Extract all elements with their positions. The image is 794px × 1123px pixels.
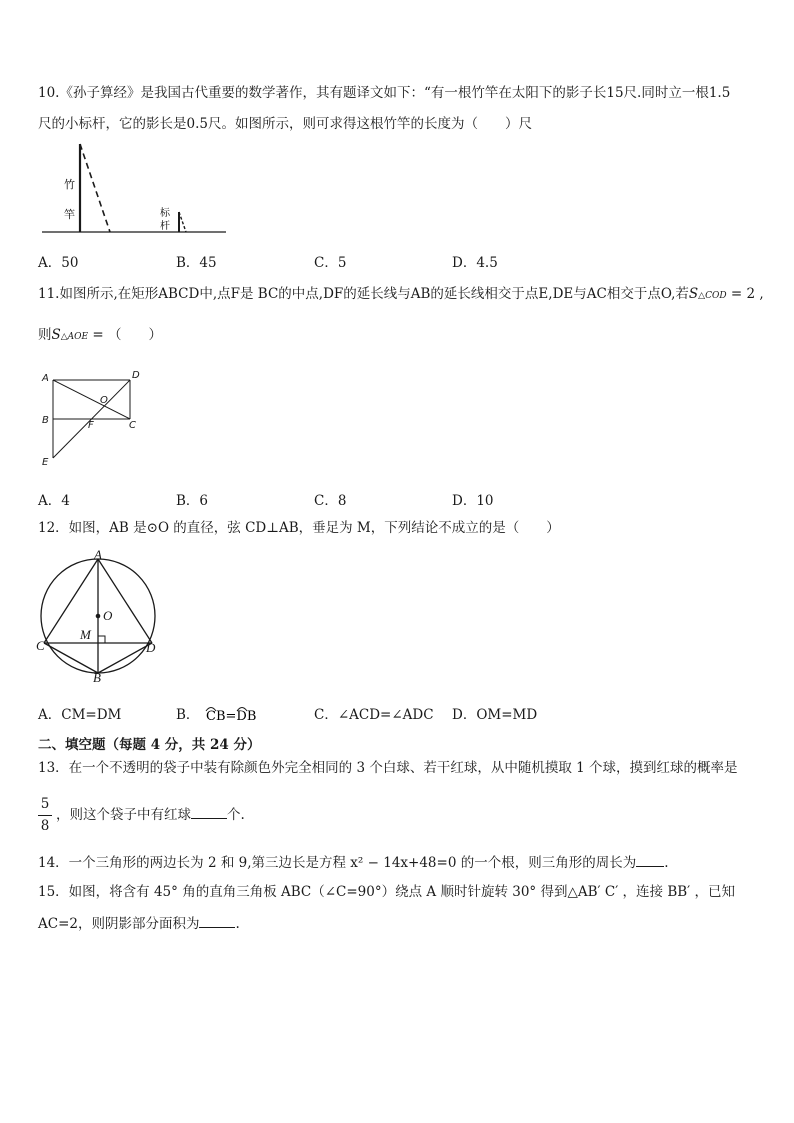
q10-option-c[interactable]: C．5 <box>314 255 347 271</box>
q11-option-b[interactable]: B．6 <box>176 493 209 509</box>
q13-frac-bar <box>38 815 52 816</box>
marker-shadow-ray <box>179 212 186 232</box>
q11-ask-sub: △AOE <box>60 332 89 342</box>
label-b: B <box>93 670 101 685</box>
q13-fraction <box>38 796 52 836</box>
q11-ask-s: S <box>51 327 61 343</box>
arc-expression-text: CB=DB <box>205 709 257 724</box>
label-c: C <box>129 420 136 431</box>
q11-cond-s: S <box>688 286 699 302</box>
segment-ad <box>98 559 152 643</box>
q10-option-a[interactable]: A．50 <box>38 255 79 271</box>
bamboo-shadow-ray <box>80 144 110 232</box>
center-dot <box>96 614 101 619</box>
label-f: F <box>88 420 94 431</box>
diagonal-ac <box>53 380 130 419</box>
label-e: E <box>42 457 49 468</box>
q10-option-b[interactable]: B．45 <box>176 255 217 271</box>
label-a: A <box>94 547 102 562</box>
q15-line2-post: . <box>235 916 240 932</box>
q12-option-c[interactable]: C．∠ACD=∠ADC <box>314 707 434 723</box>
q14-answer-blank[interactable] <box>636 854 664 867</box>
q13-line2-pre: ，则这个袋子中有红球 <box>56 807 191 823</box>
q12-figure <box>32 546 166 686</box>
arc-cb-eq-arc-db-expression <box>204 704 258 724</box>
q13-line1: 13．在一个不透明的袋子中装有除颜色外完全相同的 3 个白球、若干红球，从中随机摸取 1 个球，摸到红球的概率是 <box>38 760 738 776</box>
q12-option-d[interactable]: D．OM=MD <box>452 707 538 723</box>
q14-post: . <box>664 855 669 871</box>
segment-db <box>98 643 152 673</box>
q10-line1: 10.《孙子算经》是我国古代重要的数学著作，其有题译文如下：“有一根竹竿在太阳下的影子长15尺.同时立一根1.5 <box>38 85 731 101</box>
label-o: O <box>100 395 108 406</box>
label-biao: 标 <box>160 208 170 219</box>
q10-line2: 尺的小标杆，它的影长是0.5尺。如图所示，则可求得这根竹竿的长度为（ ）尺 <box>38 116 532 132</box>
q11-option-d[interactable]: D．10 <box>452 493 494 509</box>
label-m: M <box>80 627 91 642</box>
q13-line2-post: 个. <box>227 807 245 823</box>
q11-line2 <box>38 326 162 346</box>
label-gan: 竿 <box>64 208 75 221</box>
q15-line2-pre: AC=2，则阴影部分面积为 <box>38 916 200 932</box>
q15-line1: 15．如图，将含有 45° 角的直角三角板 ABC（∠C=90°）绕点 A 顺时针旋转 30° 得到△AB′ C′ ，连接 BB′ ，已知 <box>38 884 736 900</box>
q13-frac-numerator: 5 <box>40 796 50 812</box>
q14-text: 14．一个三角形的两边长为 2 和 9,第三边长是方程 x² − 14x+48=0 的一个根，则三角形的周长为 <box>38 855 637 871</box>
q12-option-b[interactable] <box>176 703 258 724</box>
segment-cb <box>44 643 98 673</box>
label-gan2: 杆 <box>160 221 170 232</box>
q11-cond-sub: △COD <box>698 291 727 301</box>
label-o: O <box>103 608 113 623</box>
label-d: D <box>132 370 140 381</box>
label-c: C <box>36 638 45 653</box>
q11-line1 <box>38 285 764 305</box>
q11-line2-pre: 则 <box>38 327 52 343</box>
q12-option-b-label: B． <box>176 707 200 723</box>
q11-cond-eq: = 2 , <box>726 286 764 302</box>
label-zhu: 竹 <box>64 178 75 191</box>
section-title: 二、填空题（每题 4 分，共 24 分） <box>38 737 261 753</box>
q10-figure <box>40 140 230 236</box>
q12-option-a[interactable]: A．CM=DM <box>38 707 122 723</box>
q13-answer-blank[interactable] <box>191 806 227 819</box>
q11-line2-post: = （ ） <box>88 327 163 343</box>
q11-figure <box>38 368 148 470</box>
q11-line1-text: 11.如图所示,在矩形ABCD中,点F是 BC的中点,DF的延长线与AB的延长线相交于点E,DE与AC相交于点O,若 <box>38 286 689 302</box>
q11-option-c[interactable]: C．8 <box>314 493 347 509</box>
label-b: B <box>42 415 49 426</box>
q12-line1: 12．如图，AB 是⊙O 的直径，弦 CD⊥AB，垂足为 M，下列结论不成立的是（ ） <box>38 520 560 536</box>
q13-frac-denominator: 8 <box>40 818 50 834</box>
right-angle-mark <box>98 636 105 643</box>
q14-line <box>38 854 669 872</box>
q13-line2 <box>56 806 245 824</box>
q15-line2 <box>38 915 240 933</box>
label-a: A <box>42 373 49 384</box>
q11-option-a[interactable]: A．4 <box>38 493 70 509</box>
q15-answer-blank[interactable] <box>199 915 235 928</box>
q10-option-d[interactable]: D．4.5 <box>452 255 498 271</box>
label-d: D <box>146 640 156 655</box>
